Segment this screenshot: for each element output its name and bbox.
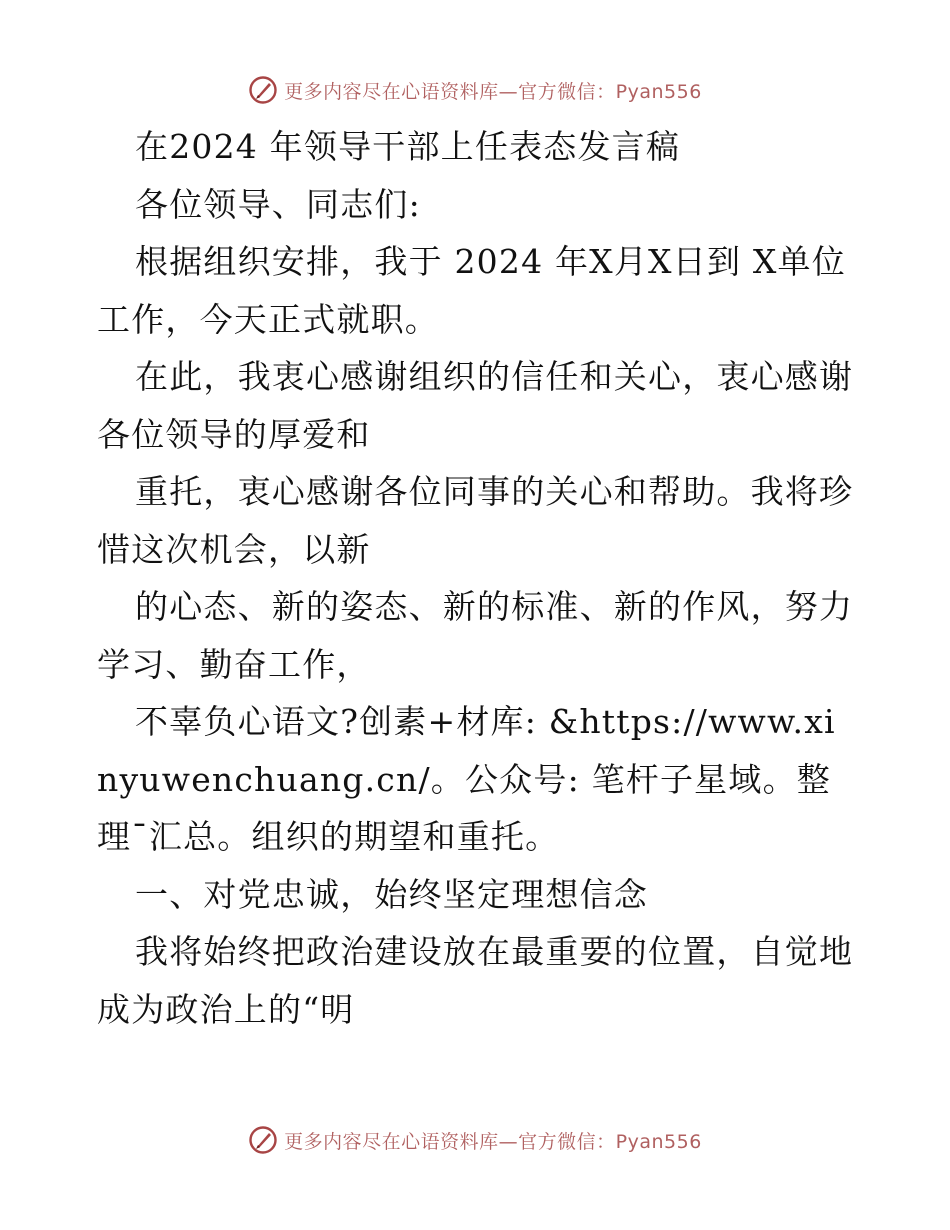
paragraph-4: 的心态、新的姿态、新的标准、新的作风，努力学习、勤奋工作， [97,587,854,684]
paragraph-3: 重托，衷心感谢各位同事的关心和帮助。我将珍惜这次机会，以新 [97,472,854,569]
header-watermark [0,70,950,110]
document-body [97,118,857,1038]
watermark-text: 更多内容尽在心语资料库—官方微信：Pyan556 [284,1130,702,1153]
section-heading-1: 一、对党忠诚，始终坚定理想信念 [135,874,648,914]
quill-pen-circle-icon [248,75,278,105]
document-title: 在2024 年领导干部上任表态发言稿 [135,127,681,166]
quill-pen-circle-icon [248,1125,278,1155]
paragraph-6: 我将始终把政治建设放在最重要的位置，自觉地成为政治上的“明 [97,932,854,1029]
salutation: 各位领导、同志们: [135,184,421,224]
footer-watermark [0,1120,950,1160]
paragraph-5: 不辜负心语文?创素+材库: &https://www.xinyuwenchuang.cn/。公众号: 笔杆子星域。整理¯汇总。组织的期望和重托。 [97,702,836,856]
watermark-text: 更多内容尽在心语资料库—官方微信：Pyan556 [284,80,702,103]
paragraph-2: 在此，我衷心感谢组织的信任和关心，衷心感谢各位领导的厚爱和 [97,357,854,454]
paragraph-1: 根据组织安排，我于 2024 年X月X日到 X单位工作，今天正式就职。 [97,242,846,339]
